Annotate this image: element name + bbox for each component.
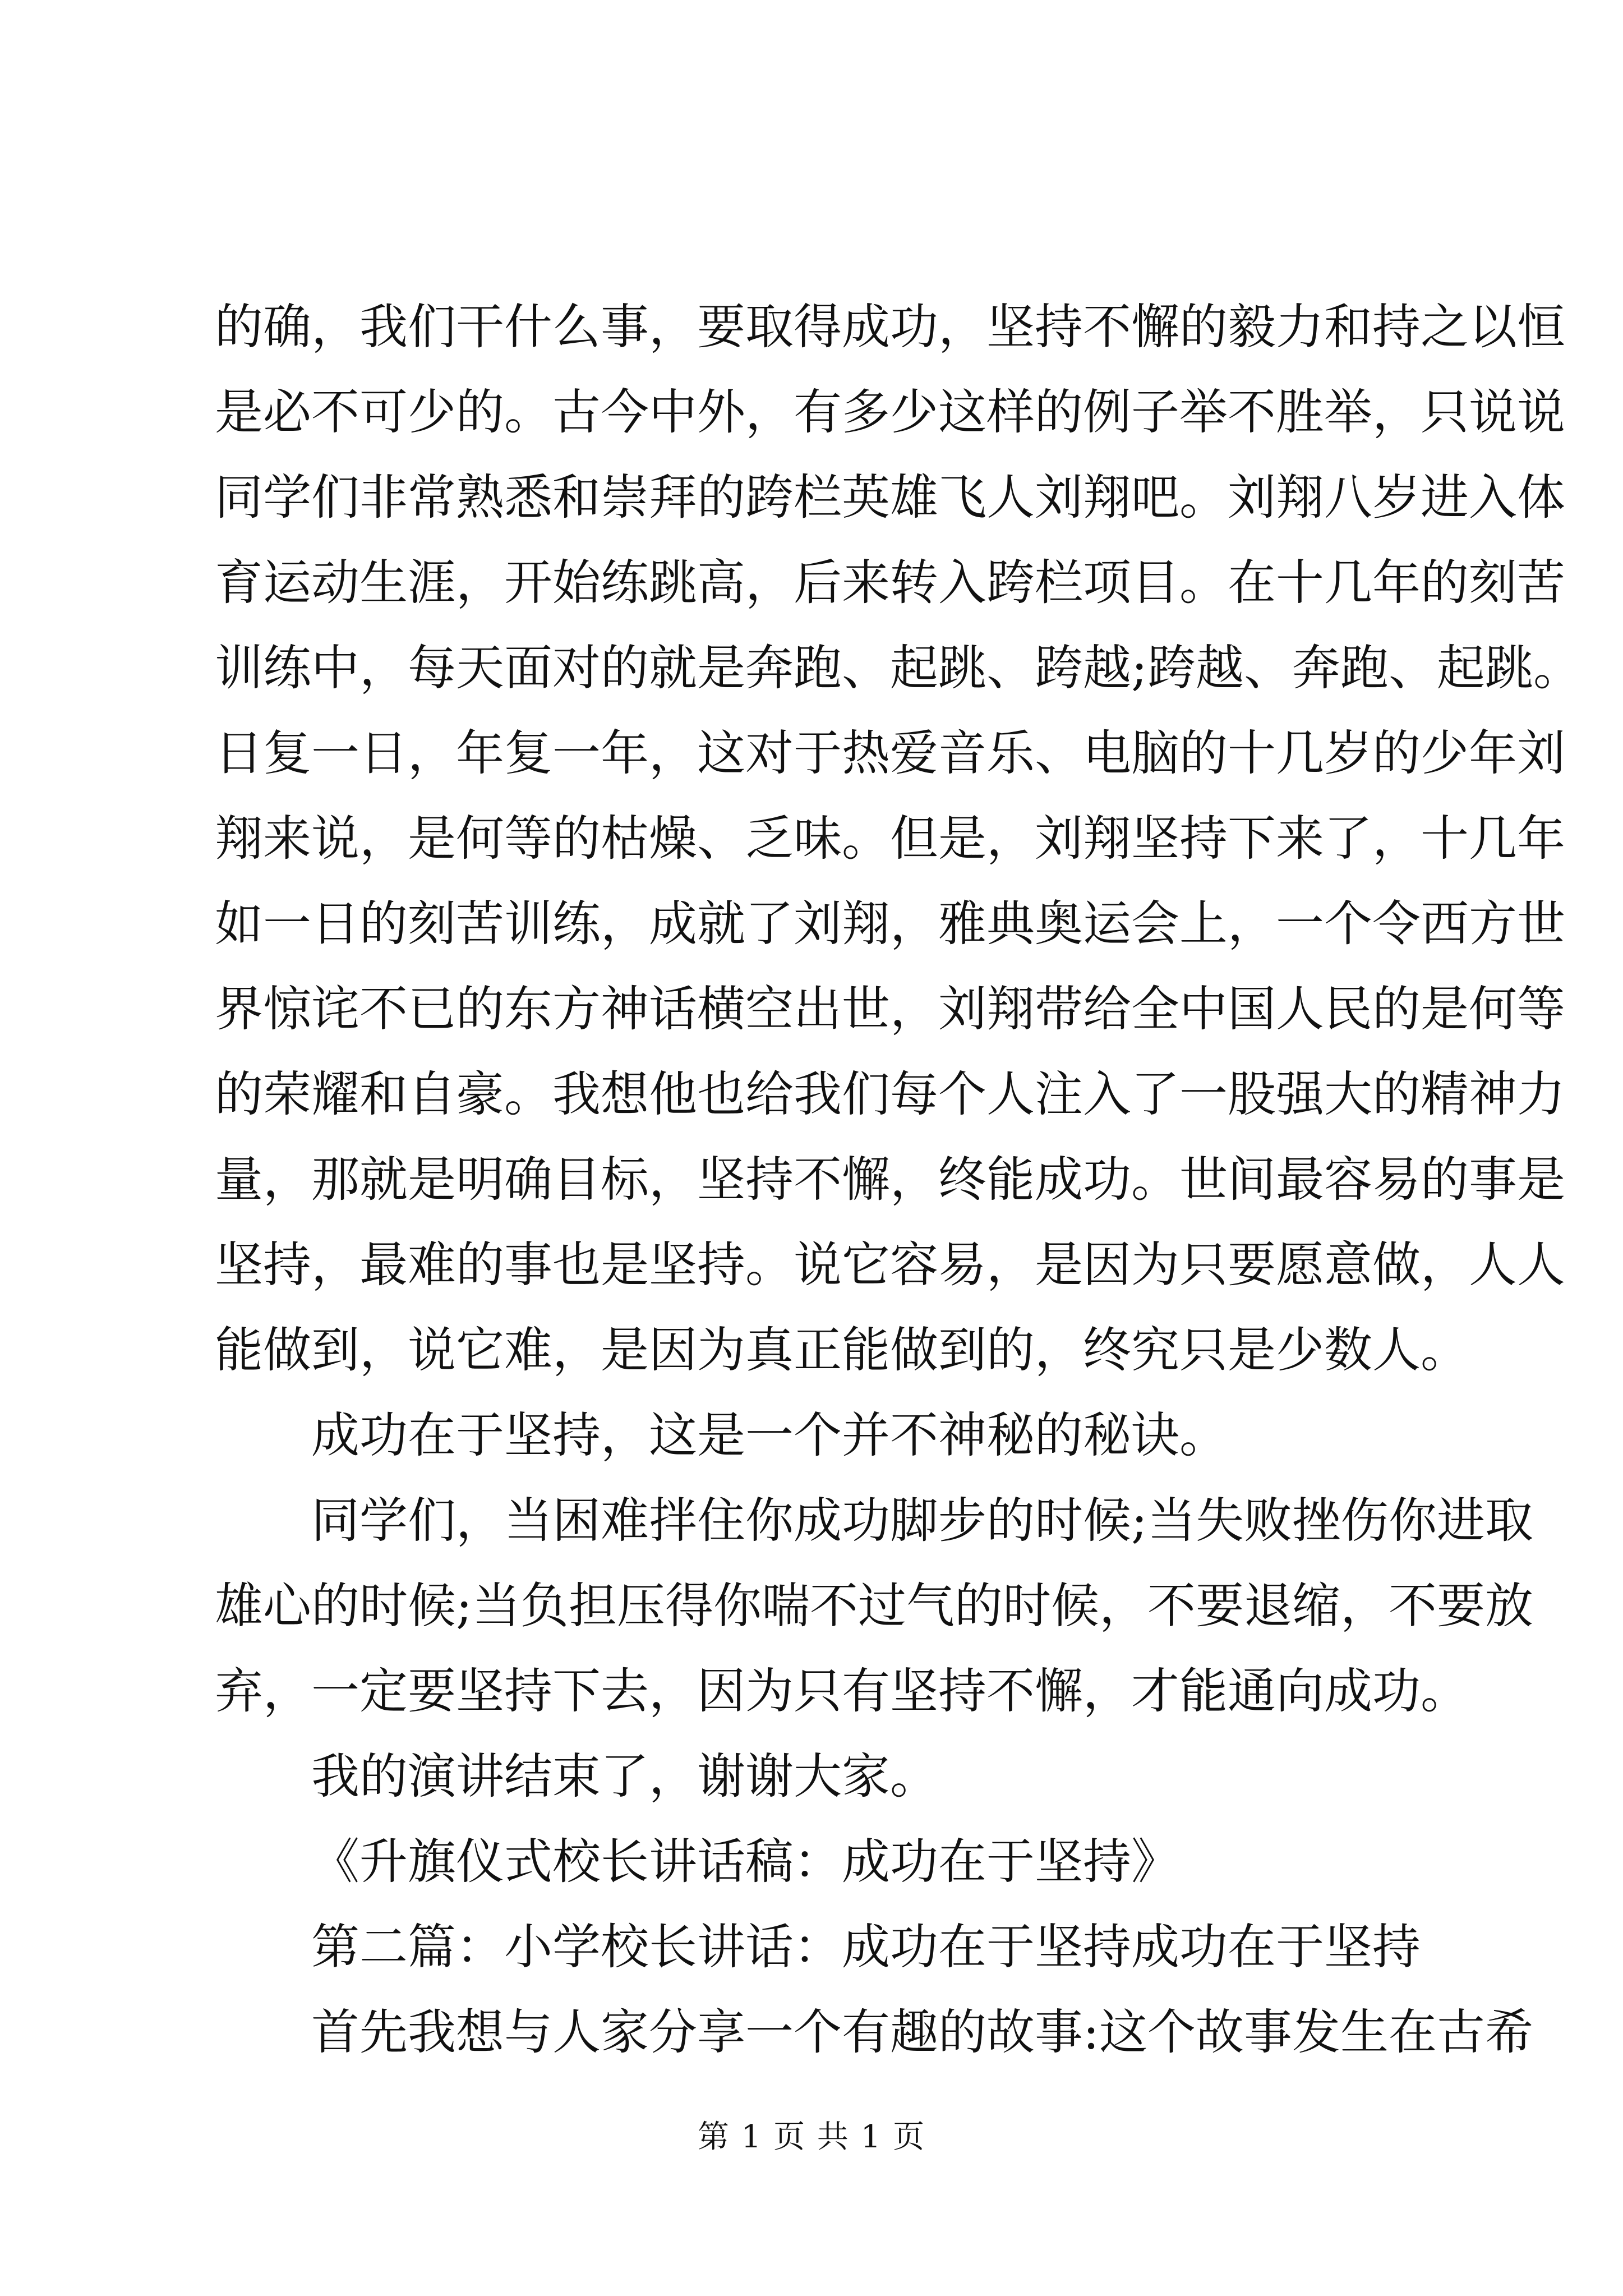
text-line: 能做到，说它难，是因为真正能做到的，终究只是少数人。 <box>215 1322 1469 1378</box>
text-line: 翔来说，是何等的枯燥、乏味。但是，刘翔坚持下来了，十几年 <box>215 811 1565 867</box>
text-line: 雄心的时候;当负担压得你喘不过气的时候，不要退缩，不要放 <box>215 1578 1533 1634</box>
text-line: 我的演讲结束了，谢谢大家。 <box>311 1749 938 1805</box>
text-line: 育运动生涯，开始练跳高，后来转入跨栏项目。在十几年的刻苦 <box>215 555 1565 611</box>
paragraph-4 <box>215 1750 1421 1803</box>
text-line: 界惊诧不已的东方神话横空出世，刘翔带给全中国人民的是何等 <box>215 981 1565 1037</box>
document-body <box>215 299 1581 2091</box>
page-footer: 第 1 页 共 1 页 <box>697 2119 926 2155</box>
paragraph-5 <box>215 1835 1421 1889</box>
text-line: 量，那就是明确目标，坚持不懈，终能成功。世间最容易的事是 <box>215 1152 1565 1208</box>
text-line: 日复一日，年复一年，这对于热爱音乐、电脑的十几岁的少年刘 <box>215 725 1565 781</box>
text-line: 的荣耀和自豪。我想他也给我们每个人注入了一股强大的精神力 <box>215 1066 1565 1122</box>
paragraph-1 <box>215 299 1581 1378</box>
text-line: 训练中，每天面对的就是奔跑、起跳、跨越;跨越、奔跑、起跳。 <box>215 640 1581 696</box>
text-line: 如一日的刻苦训练，成就了刘翔，雅典奥运会上，一个令西方世 <box>215 896 1565 952</box>
text-line: 《升旗仪式校长讲话稿：成功在于坚持》 <box>311 1834 1179 1890</box>
text-line: 同学们，当困难拌住你成功脚步的时候;当失败挫伤你进取 <box>311 1493 1533 1549</box>
paragraph-7 <box>215 2004 1533 2060</box>
paragraph-2 <box>215 1409 1421 1462</box>
text-line: 同学们非常熟悉和崇拜的跨栏英雄飞人刘翔吧。刘翔八岁进入体 <box>215 470 1565 526</box>
text-line: 弃，一定要坚持下去，因为只有坚持不懈，才能通向成功。 <box>215 1663 1469 1719</box>
text-line: 是必不可少的。古今中外，有多少这样的例子举不胜举，只说说 <box>215 384 1565 440</box>
text-line: 的确，我们干什么事，要取得成功，坚持不懈的毅力和持之以恒 <box>215 299 1565 355</box>
section-heading <box>215 1920 1421 1974</box>
text-line: 坚持，最难的事也是坚持。说它容易，是因为只要愿意做，人人 <box>215 1237 1565 1293</box>
text-line: 首先我想与人家分享一个有趣的故事:这个故事发生在古希 <box>311 2004 1533 2060</box>
text-line: 成功在于坚持，这是一个并不神秘的秘诀。 <box>311 1407 1228 1464</box>
paragraph-3 <box>215 1493 1533 1719</box>
text-line: 第二篇：小学校长讲话：成功在于坚持成功在于坚持 <box>311 1919 1421 1975</box>
